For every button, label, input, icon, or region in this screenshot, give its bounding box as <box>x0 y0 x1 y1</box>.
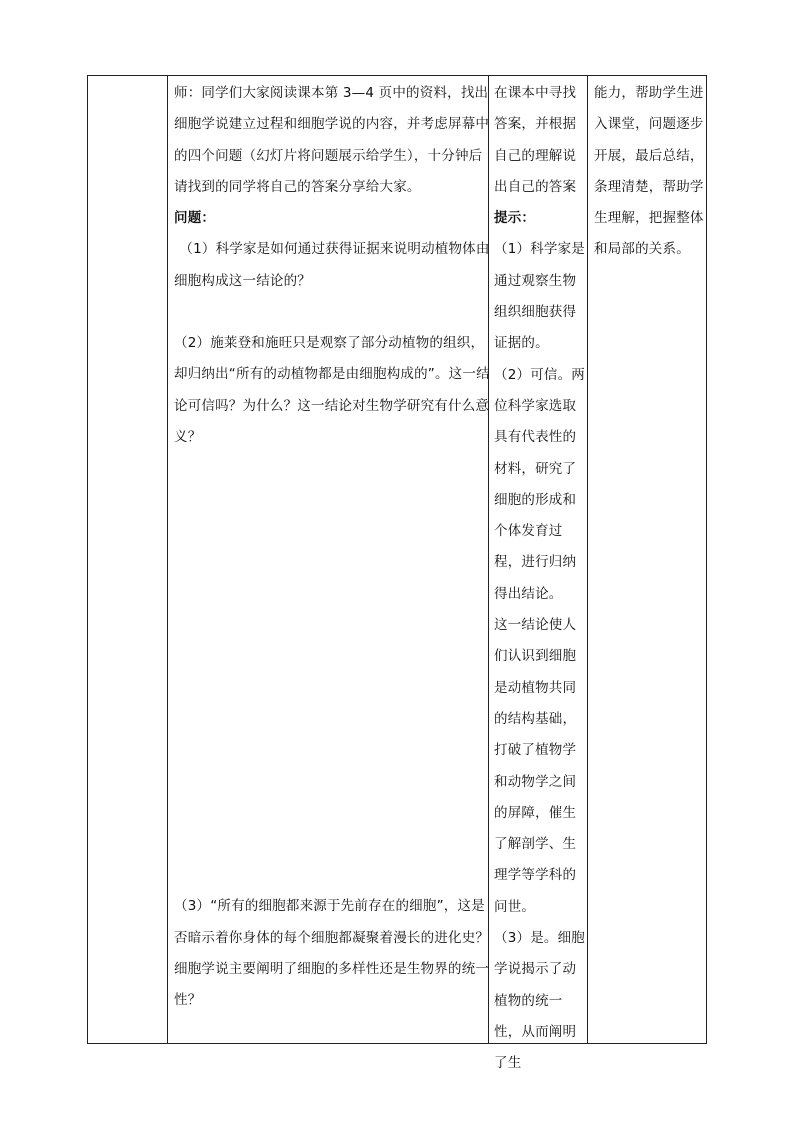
purpose-text: 能力，帮助学生进入课堂，问题逐步开展，最后总结，条理清楚，帮助学生理解，把握整体和局部的关系。 <box>594 85 704 258</box>
answer-1: （1）科学家是通过观察生物组织细胞获得证据的。 <box>494 241 585 352</box>
teacher-intro: 师：同学们大家阅读课本第 3—4 页中的资料，找出细胞学说建立过程和细胞学说的内容，并考虑屏幕中的四个问题（幻灯片将问题展示给学生），十分钟后请找到的同学将自己的答案分享给大家。 <box>174 85 490 195</box>
questions-label: 问题： <box>174 210 216 227</box>
answer-2: （2）可信。两位科学家选取具有代表性的材料，研究了细胞的形成和个体发育过程，进行归纳得出结论。 <box>494 366 585 602</box>
answer-3: （3）是。细胞学说揭示了动植物的统一性，从而阐明了生 <box>494 930 585 1072</box>
design-purpose-cell <box>594 76 704 266</box>
hint-label: 提示： <box>494 210 536 227</box>
column-divider <box>167 76 168 1043</box>
question-1: （1）科学家是如何通过获得证据来说明动植物体由细胞构成这一结论的？ <box>174 241 490 289</box>
student-intro: 在课本中寻找答案，并根据自己的理解说出自己的答案 <box>494 85 577 195</box>
column-divider <box>587 76 588 1043</box>
question-3: （3）“所有的细胞都来源于先前存在的细胞”，这是否暗示着你身体的每个细胞都凝聚着漫长的进化史？细胞学说主要阐明了细胞的多样性还是生物界的统一性？ <box>174 898 490 1009</box>
student-activity-cell <box>494 76 586 1080</box>
lesson-plan-table <box>87 75 707 1072</box>
teacher-activity-cell <box>174 76 490 1016</box>
question-2: （2）施莱登和施旺只是观察了部分动植物的组织，却归纳出“所有的动植物都是由细胞构成的”。这一结论可信吗？为什么？这一结论对生物学研究有什么意义？ <box>174 335 490 445</box>
answer-2-meaning: 这一结论使人们认识到细胞是动植物共同的结构基础，打破了植物学和动物学之间的屏障，催生了解剖学、生理学等学科的问世。 <box>494 617 577 915</box>
